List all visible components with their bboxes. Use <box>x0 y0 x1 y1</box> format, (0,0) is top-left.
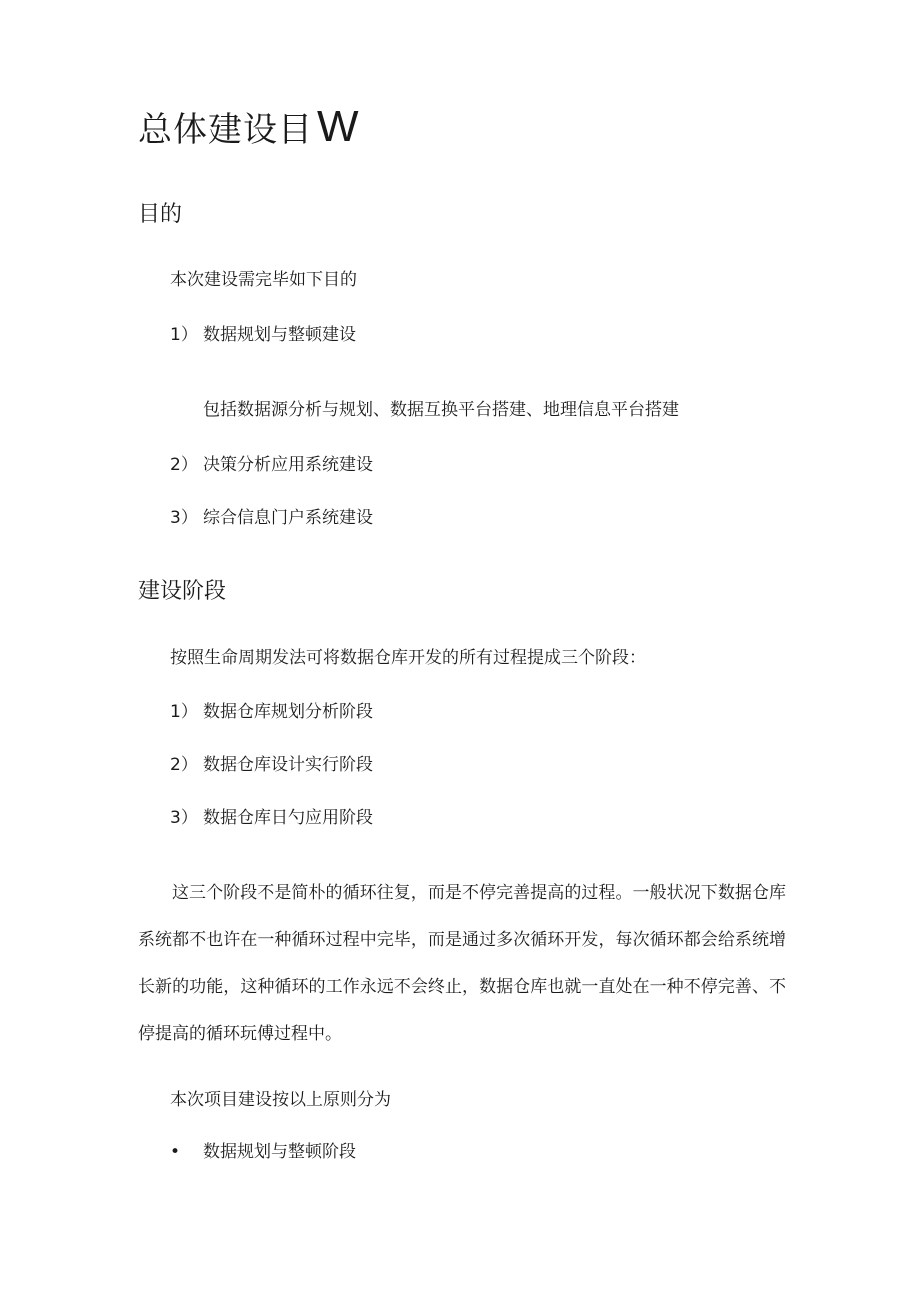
item-text: 数据规划与整顿建设 <box>203 325 356 345</box>
purpose-item-2 <box>170 450 373 475</box>
item-number: 2） <box>170 755 198 775</box>
purpose-item-1-detail: 包括数据源分析与规划、数据互换平台搭建、地理信息平台搭建 <box>203 400 679 420</box>
bullet-icon: • <box>170 1142 181 1162</box>
body-paragraph: 这三个阶段不是简朴的循环往复，而是不停完善提高的过程。一般状况下数据仓库系统都不也许在一种循环过程中完毕，而是通过多次循环开发，每次循环都会给系统增长新的功能，这种循环的工作永远不会终止，数据仓库也就一直处在一种不停完善、不停提高的循环玩傅过程中。 <box>138 883 786 1044</box>
section-heading-purpose: 目的 <box>138 202 183 227</box>
bullet-text: 数据规划与整顿阶段 <box>203 1142 356 1162</box>
item-number: 3） <box>170 808 198 828</box>
item-text: 数据仓库日勺应用阶段 <box>203 808 373 828</box>
purpose-intro: 本次建设需完毕如下目的 <box>170 270 357 290</box>
item-text: 决策分析应用系统建设 <box>203 455 373 475</box>
purpose-item-1 <box>170 320 356 345</box>
page-title <box>138 102 360 152</box>
item-text: 数据仓库规划分析阶段 <box>203 702 373 722</box>
bullet-item <box>170 1137 356 1162</box>
item-number: 2） <box>170 455 198 475</box>
title-letter: W <box>317 102 360 151</box>
phase-item-1 <box>170 697 373 722</box>
principle-text: 本次项目建设按以上原则分为 <box>170 1090 391 1110</box>
title-text: 总体建设目 <box>138 110 313 150</box>
item-number: 1） <box>170 702 198 722</box>
item-text: 数据仓库设计实行阶段 <box>203 755 373 775</box>
phases-intro: 按照生命周期发法可将数据仓库开发的所有过程提成三个阶段： <box>170 648 646 668</box>
item-number: 1） <box>170 325 198 345</box>
item-number: 3） <box>170 508 198 528</box>
phase-item-3 <box>170 803 373 828</box>
purpose-item-3 <box>170 503 373 528</box>
section-heading-phases: 建设阶段 <box>138 579 227 604</box>
item-text: 综合信息门户系统建设 <box>203 508 373 528</box>
phase-item-2 <box>170 750 373 775</box>
